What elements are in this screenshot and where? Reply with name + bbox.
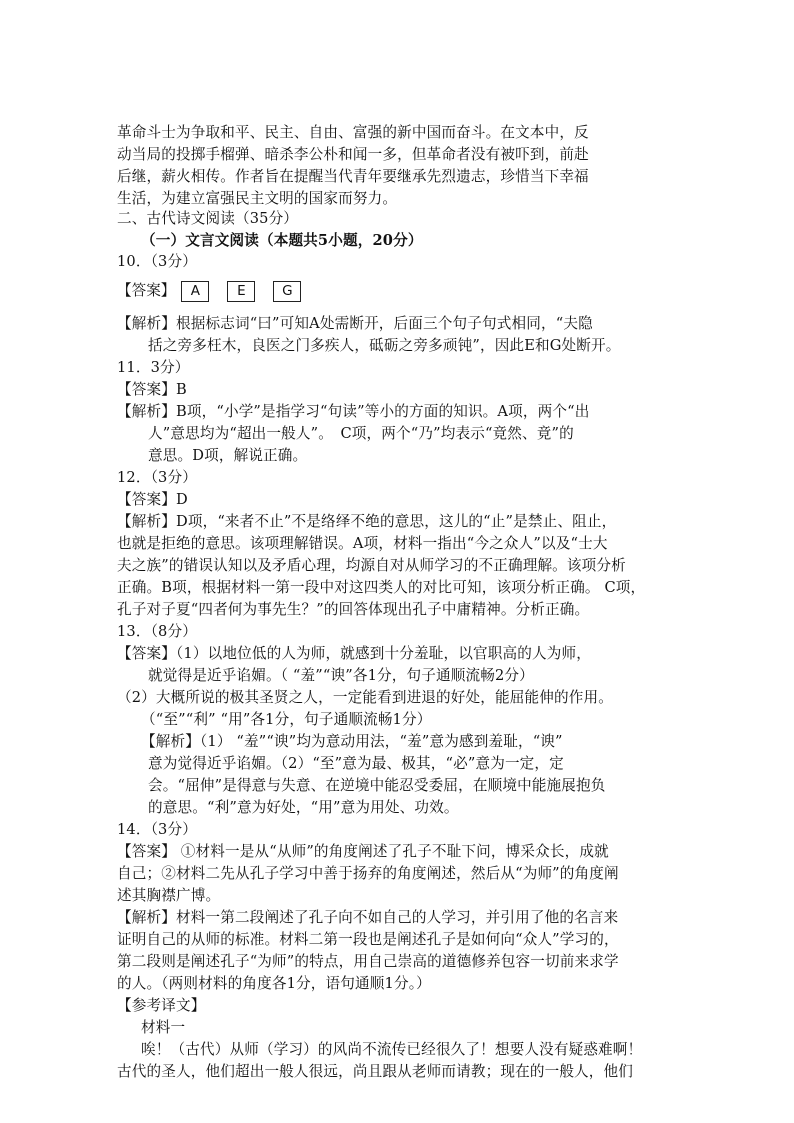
material-label: 材料一 (141, 1019, 186, 1036)
text-line: 正确。B项，根据材料一第一段中对这四类人的对比可知，该项分析正确。 C项， (117, 579, 646, 596)
answer-line: 【答案】 ①材料一是从“从师”的角度阐述了孔子不耻下问，博采众长，成就 (117, 843, 609, 860)
question-number: 12．（3分） (117, 469, 197, 486)
text-line: 意为觉得近乎谄媚。（2）“至”意为最、极其，“必”意为一定，定 (148, 755, 564, 772)
text-line: （“至”“利” “用”各1分，句子通顺流畅1分） (141, 711, 432, 728)
subsection-heading: （一）文言文阅读（本题共5小题，20分） (141, 232, 423, 249)
answer-row (117, 280, 301, 302)
text-line: （2）大概所说的极其圣贤之人，一定能看到进退的好处，能屈能伸的作用。 (117, 689, 613, 706)
section-label: 【参考译文】 (117, 997, 206, 1014)
text-line: 就觉得是近乎谄媚。（ “羞”“谀”各1分，句子通顺流畅2分） (148, 667, 534, 684)
text-line: 【解析】根据标志词“曰”可知A处需断开，后面三个句子句式相同，“夫隐 (117, 315, 593, 332)
section-heading: 二、古代诗文阅读（35分） (117, 210, 299, 227)
text-line: 第二段则是阐述孔子“为师”的特点，用自己崇高的道德修养包容一切前来求学 (117, 953, 619, 970)
text-line: 唉！（古代）从师（学习）的风尚不流传已经很久了！想要人没有疑惑难啊！ (141, 1041, 643, 1058)
answer-line: 【答案】B (117, 381, 187, 398)
text-line: 括之旁多枉木，良医之门多疾人，砥砺之旁多顽钝”，因此E和G处断开。 (148, 337, 621, 354)
text-line: 的意思。“利”意为好处，“用”意为用处、功效。 (148, 799, 459, 816)
text-line: 会。“屈伸”是得意与失意、在逆境中能忍受委屈，在顺境中能施展抱负 (148, 777, 606, 794)
answer-box-e: E (227, 281, 255, 302)
text-line: 【解析】B项，“小学”是指学习“句读”等小的方面的知识。A项，两个“出 (117, 403, 590, 420)
text-line: 意思。D项，解说正确。 (148, 447, 308, 464)
answer-line: 【答案】D (117, 491, 188, 508)
text-line: 夫之族”的错误认知以及矛盾心理，均源自对从师学习的不正确理解。该项分析 (117, 557, 626, 574)
text-line: 也就是拒绝的意思。该项理解错误。A项，材料一指出“今之众人”以及“士大 (117, 535, 608, 552)
text-line: 人”意思均为“超出一般人”。 C项，两个“乃”均表示“竟然、竟”的 (148, 425, 574, 442)
answer-box-a: A (181, 281, 209, 302)
text-line: 述其胸襟广博。 (117, 887, 221, 904)
answer-box-g: G (273, 281, 301, 302)
text-line: 自己；②材料二先从孔子学习中善于扬弃的角度阐述，然后从“为师”的角度阐 (117, 865, 619, 882)
text-line: 【解析】材料一第二段阐述了孔子向不如自己的人学习，并引用了他的名言来 (117, 909, 619, 926)
text-line: 【解析】（1） “羞”“谀”均为意动用法，“羞”意为感到羞耻，“谀” (141, 733, 563, 750)
text-line: 孔子对子夏“四者何为事先生？”的回答体现出孔子中庸精神。分析正确。 (117, 601, 590, 618)
question-number: 10．（3分） (117, 253, 197, 270)
question-number: 13．（8分） (117, 623, 197, 640)
text-line: 后继，薪火相传。作者旨在提醒当代青年要继承先烈遗志，珍惜当下幸福 (117, 168, 589, 185)
text-line: 的人。（两则材料的角度各1分，语句通顺1分。） (117, 975, 431, 992)
text-line: 生活，为建立富强民主文明的国家而努力。 (117, 190, 398, 207)
question-number: 14．（3分） (117, 821, 197, 838)
text-line: 【解析】D项，“来者不止”不是络绎不绝的意思，这儿的“止”是禁止、阻止， (117, 513, 617, 530)
answer-line: 【答案】（1）以地位低的人为师，就感到十分羞耻，以官职高的人为师， (117, 645, 591, 662)
text-line: 古代的圣人，他们超出一般人很远，尚且跟从老师而请教；现在的一般人，他们 (117, 1063, 634, 1080)
text-line: 证明自己的从师的标准。材料二第一段也是阐述孔子是如何向“众人”学习的， (117, 931, 619, 948)
answer-label: 【答案】 (117, 282, 176, 299)
text-line: 革命斗士为争取和平、民主、自由、富强的新中国而奋斗。在文本中，反 (117, 124, 589, 141)
text-line: 动当局的投掷手榴弹、暗杀李公朴和闻一多，但革命者没有被吓到，前赴 (117, 146, 589, 163)
question-number: 11．3分） (117, 359, 190, 376)
